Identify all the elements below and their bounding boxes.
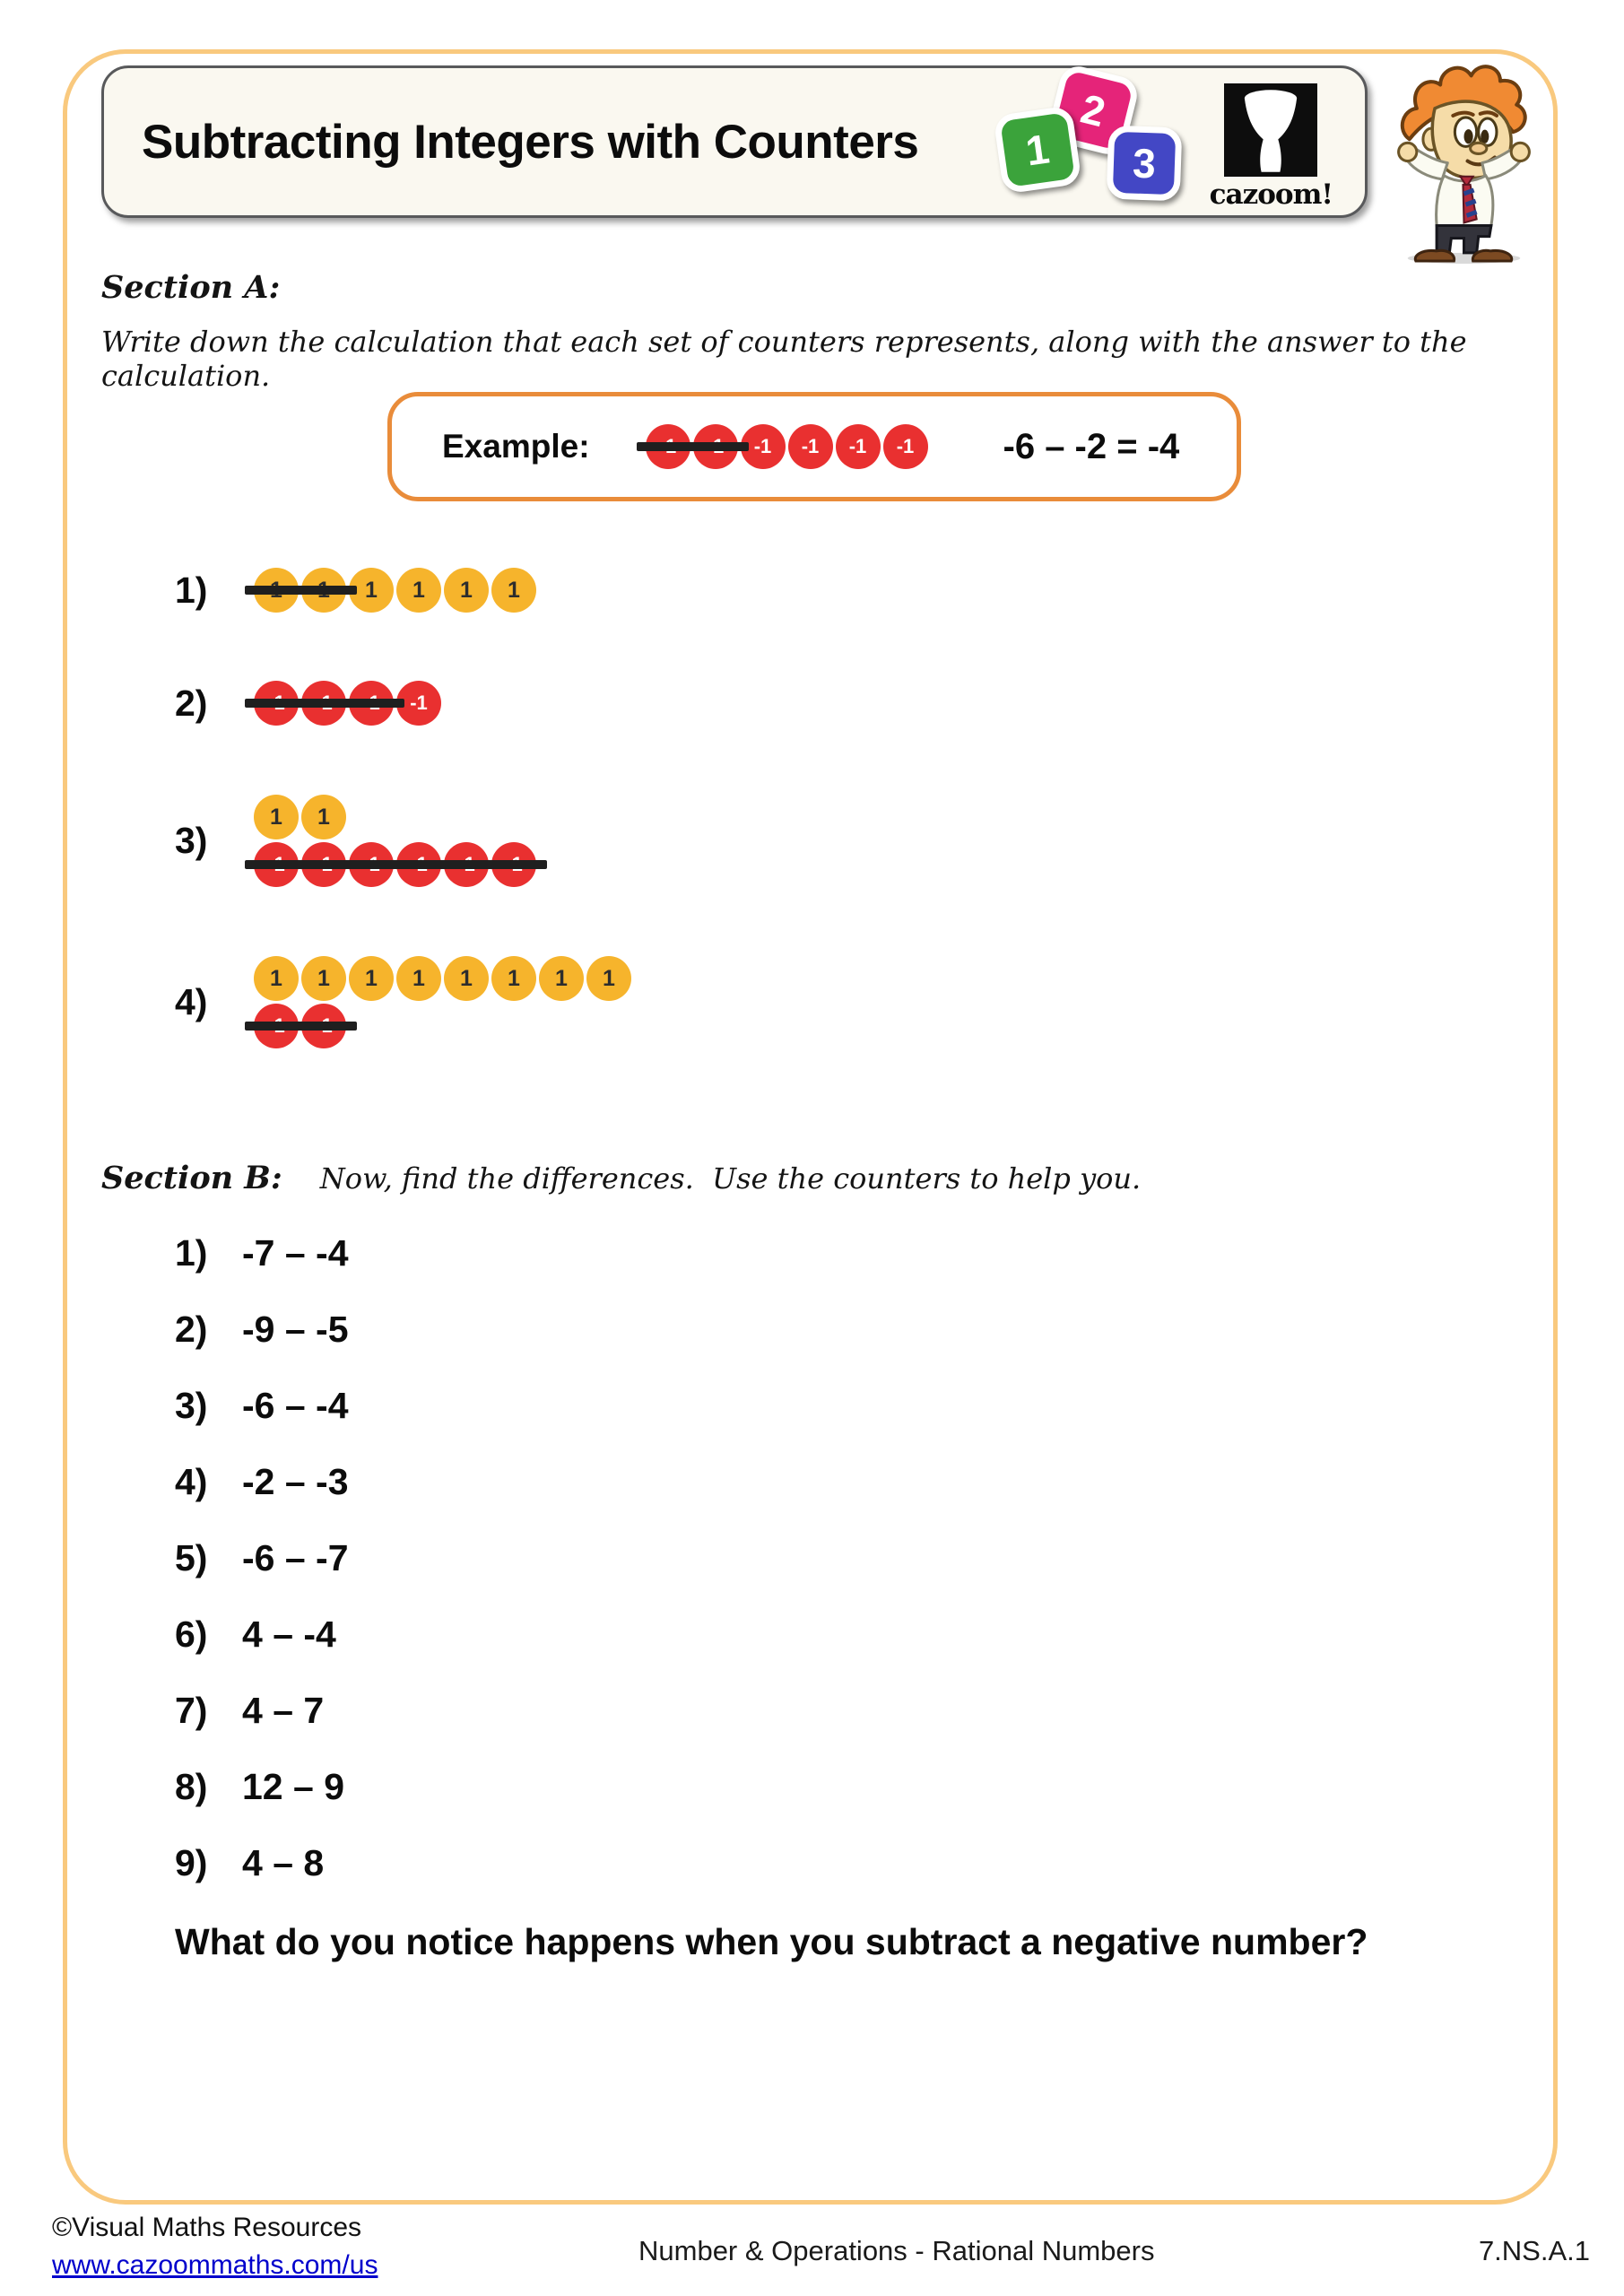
section-b-heading-line xyxy=(101,1160,1141,1196)
counter--1: -1 xyxy=(741,424,786,469)
counter-1: 1 xyxy=(444,568,489,613)
crossed-counters-group xyxy=(646,424,738,469)
problem-number: 5) xyxy=(175,1537,208,1578)
problem-row xyxy=(175,1690,349,1731)
cazoom-logo-word: cazoom! xyxy=(1209,178,1333,211)
number-badges xyxy=(996,71,1186,213)
counter--1: -1 xyxy=(836,424,881,469)
counter-1: 1 xyxy=(444,956,489,1001)
footer-standard-strand: Number & Operations - Rational Numbers xyxy=(638,2235,1155,2266)
strike-line xyxy=(245,1022,357,1031)
problem-number: 1) xyxy=(175,1232,208,1274)
problem-row xyxy=(175,1232,349,1274)
problem-row xyxy=(175,1309,349,1350)
badge-1-icon: 1 xyxy=(993,105,1081,194)
counter-1: 1 xyxy=(301,956,346,1001)
question-a4-number: 4) xyxy=(175,981,208,1022)
counter-row xyxy=(254,681,441,726)
crossed-counters-group xyxy=(254,1004,346,1048)
crossed-counters-group xyxy=(254,681,394,726)
counter--1: -1 xyxy=(396,681,441,726)
badge-3-icon: 3 xyxy=(1106,126,1182,202)
problem-expression: -7 – -4 xyxy=(242,1232,349,1274)
problem-expression: 4 – -4 xyxy=(242,1613,336,1655)
problem-row xyxy=(175,1766,349,1807)
footer-left xyxy=(52,2209,378,2284)
counter-1: 1 xyxy=(491,956,536,1001)
problem-row xyxy=(175,1613,349,1655)
problem-row xyxy=(175,1385,349,1426)
cazoom-drum-icon xyxy=(1224,83,1317,177)
problem-expression: -2 – -3 xyxy=(242,1461,349,1502)
question-a4 xyxy=(175,956,631,1048)
crossed-counters-group xyxy=(254,842,536,887)
counter-row xyxy=(254,842,536,887)
example-label: Example: xyxy=(442,428,590,465)
example-box xyxy=(387,392,1241,501)
title-box xyxy=(101,65,1368,218)
strike-line xyxy=(245,699,404,708)
crossed-counters-group xyxy=(254,568,346,613)
counter-row xyxy=(254,568,536,613)
section-b-instruction: Now, find the differences. Use the counters to help you. xyxy=(319,1161,1142,1196)
final-question: What do you notice happens when you subtract a negative number? xyxy=(175,1921,1368,1962)
counter-1: 1 xyxy=(396,956,441,1001)
counter-1: 1 xyxy=(586,956,631,1001)
cazoom-logo xyxy=(1210,83,1333,211)
counter-1: 1 xyxy=(396,568,441,613)
problem-number: 7) xyxy=(175,1690,208,1731)
counter-1: 1 xyxy=(254,795,299,839)
problem-number: 9) xyxy=(175,1842,208,1883)
problem-expression: -6 – -7 xyxy=(242,1537,349,1578)
question-a3-number: 3) xyxy=(175,820,208,861)
counter--1: -1 xyxy=(788,424,833,469)
problem-number: 8) xyxy=(175,1766,208,1807)
problem-number: 6) xyxy=(175,1613,208,1655)
problem-number: 4) xyxy=(175,1461,208,1502)
counter--1: -1 xyxy=(883,424,928,469)
counter-row xyxy=(254,1004,631,1048)
section-b-problems xyxy=(175,1232,349,1883)
problem-row xyxy=(175,1461,349,1502)
problem-row xyxy=(175,1842,349,1883)
section-b-heading: Section B: xyxy=(101,1160,282,1196)
question-a3 xyxy=(175,795,536,887)
cazoom-website-link[interactable]: www.cazoommaths.com/us xyxy=(52,2250,378,2280)
problem-row xyxy=(175,1537,349,1578)
section-a-instruction: Write down the calculation that each set of counters represents, along with the answer to the calculation. xyxy=(101,325,1476,393)
example-equation: -6 – -2 = -4 xyxy=(1003,426,1180,466)
strike-line xyxy=(245,860,547,869)
strike-line xyxy=(245,586,357,595)
counter-1: 1 xyxy=(349,568,394,613)
footer-standard-code: 7.NS.A.1 xyxy=(1478,2235,1590,2266)
mascot-pants xyxy=(1437,225,1491,252)
problem-expression: 4 – 7 xyxy=(242,1690,325,1731)
counter-1: 1 xyxy=(539,956,584,1001)
counter-row xyxy=(254,795,536,839)
section-a-heading: Section A: xyxy=(101,269,281,306)
problem-expression: -9 – -5 xyxy=(242,1309,349,1350)
counter-1: 1 xyxy=(301,795,346,839)
counter-row xyxy=(254,956,631,1001)
page-title: Subtracting Integers with Counters xyxy=(142,115,919,169)
question-a2-number: 2) xyxy=(175,682,208,724)
counter-1: 1 xyxy=(254,956,299,1001)
problem-number: 3) xyxy=(175,1385,208,1426)
problem-expression: 4 – 8 xyxy=(242,1842,325,1883)
question-a1 xyxy=(175,568,536,613)
question-a1-number: 1) xyxy=(175,569,208,611)
strike-line xyxy=(637,442,749,451)
mascot-character-illustration xyxy=(1384,50,1543,268)
question-a2 xyxy=(175,681,441,726)
example-counter-row xyxy=(646,424,928,469)
counter-1: 1 xyxy=(349,956,394,1001)
problem-number: 2) xyxy=(175,1309,208,1350)
counter-1: 1 xyxy=(491,568,536,613)
badge-2-icon: 2 xyxy=(1045,63,1141,159)
problem-expression: -6 – -4 xyxy=(242,1385,349,1426)
copyright-text: ©Visual Maths Resources xyxy=(52,2213,362,2242)
problem-expression: 12 – 9 xyxy=(242,1766,344,1807)
